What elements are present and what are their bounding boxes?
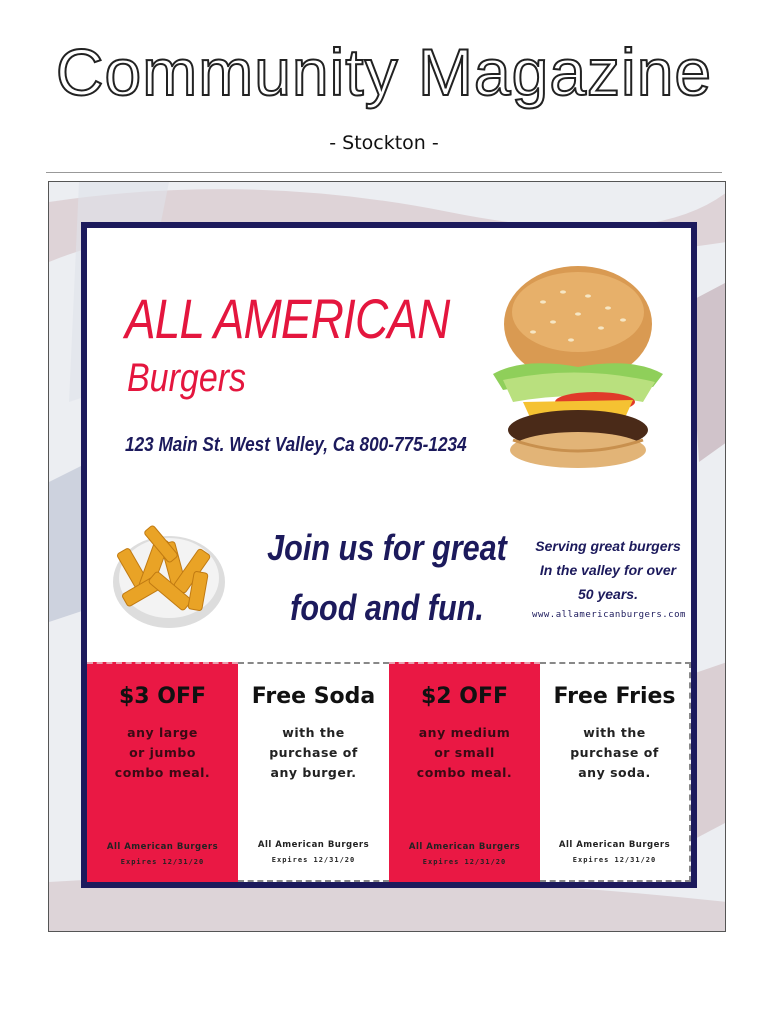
- coupon-headline: $3 OFF: [118, 684, 207, 709]
- website-url: www.allamericanburgers.com: [532, 610, 686, 620]
- coupon-free-soda[interactable]: [238, 662, 389, 882]
- coupon-body: any large or jumbo combo meal.: [114, 725, 211, 780]
- serving-note: [523, 534, 693, 606]
- coupon-expiry: Expires 12/31/20: [422, 858, 507, 866]
- advertisement: [48, 181, 726, 932]
- header-divider: [46, 172, 722, 173]
- coupon-footer: All American Burgers: [257, 840, 370, 850]
- coupon-free-fries[interactable]: [540, 662, 691, 882]
- coupon-footer: All American Burgers: [408, 842, 521, 852]
- magazine-subtitle: - Stockton -: [329, 132, 439, 154]
- coupon-expiry: Expires 12/31/20: [120, 858, 205, 866]
- magazine-title: Community Magazine: [55, 35, 713, 109]
- coupon-body: with the purchase of any soda.: [570, 725, 659, 780]
- burger-image: [483, 262, 673, 472]
- coupon-expiry: Expires 12/31/20: [271, 856, 356, 864]
- brand-name: ALL AMERICAN: [125, 287, 450, 350]
- coupon-body: any medium or small combo meal.: [416, 725, 513, 780]
- coupon-headline: Free Soda: [251, 684, 376, 709]
- fries-image: [107, 508, 237, 638]
- coupon-headline: $2 OFF: [420, 684, 509, 709]
- ad-panel: [81, 222, 697, 888]
- serving-line-1: Serving great burgers: [535, 538, 681, 554]
- serving-line-3: 50 years.: [578, 586, 638, 602]
- tagline-line-1: Join us for great: [267, 527, 507, 568]
- coupon-body: with the purchase of any burger.: [269, 725, 358, 780]
- coupon-strip: [87, 662, 691, 882]
- coupon-footer: All American Burgers: [106, 842, 219, 852]
- brand-subname: Burgers: [127, 356, 247, 400]
- tagline-line-2: food and fun.: [290, 587, 484, 628]
- coupon-footer: All American Burgers: [558, 840, 671, 850]
- serving-line-2: In the valley for over: [539, 562, 677, 578]
- coupon-2-off[interactable]: [389, 662, 540, 882]
- tagline: [260, 518, 515, 638]
- coupon-headline: Free Fries: [553, 684, 676, 709]
- coupon-expiry: Expires 12/31/20: [572, 856, 657, 864]
- address-line: 123 Main St. West Valley, Ca 800-775-1234: [125, 434, 467, 456]
- coupon-3-off[interactable]: [87, 662, 238, 882]
